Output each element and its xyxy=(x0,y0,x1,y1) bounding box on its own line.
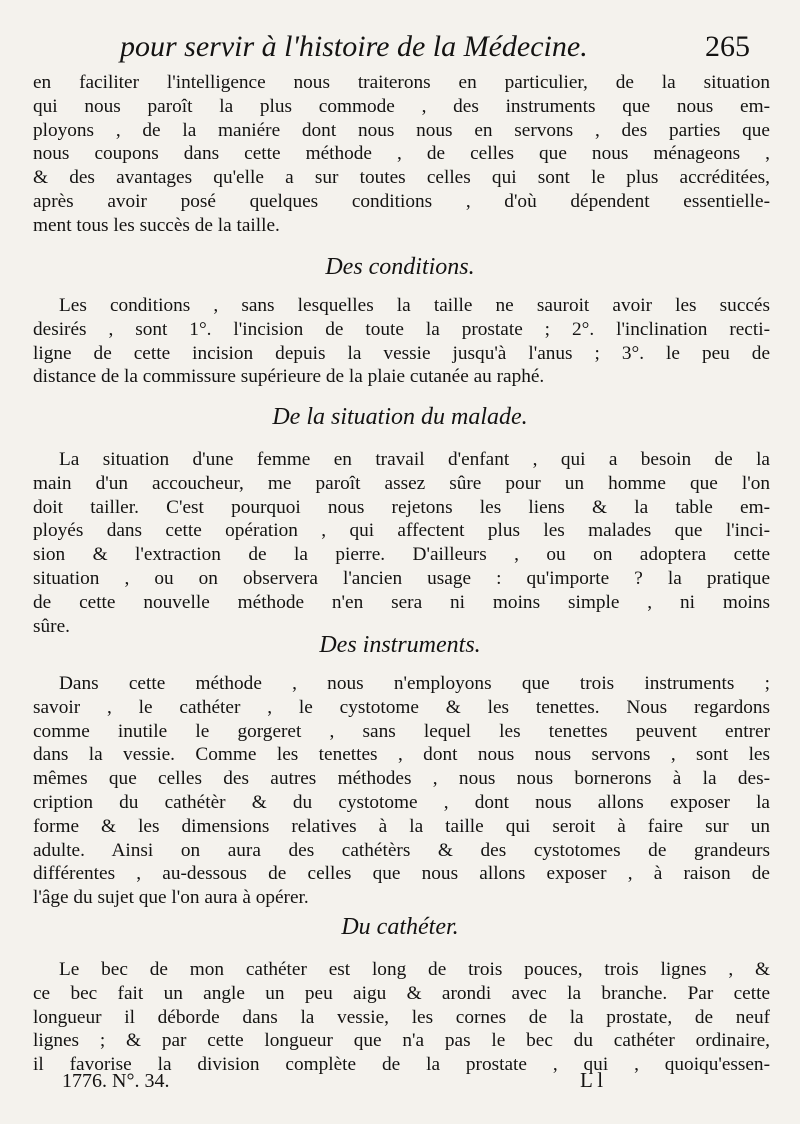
text-line: adulte. Ainsi on aura des cathétèrs & des cystotomes de grandeurs xyxy=(33,839,770,861)
text-line: qui nous paroît la plus commode , des instruments que nous em- xyxy=(33,95,770,117)
text-line: forme & les dimensions relatives à la taille qui seroit à faire sur un xyxy=(33,815,770,837)
text-line: desirés , sont 1°. l'incision de toute la prostate ; 2°. l'inclination recti- xyxy=(33,318,770,340)
text-line: dans la vessie. Comme les tenettes , dont nous nous servons , sont les xyxy=(33,744,770,766)
text-line: lignes ; & par cette longueur que n'a pas le bec du cathéter ordinaire, xyxy=(33,1030,770,1052)
text-line: en faciliter l'intelligence nous traiterons en particulier, de la situation xyxy=(33,72,770,93)
text-line: mêmes que celles des autres méthodes , nous nous bornerons à la des- xyxy=(33,768,770,790)
section-heading-instruments: Des instruments. xyxy=(319,632,481,658)
section-heading-situation: De la situation du malade. xyxy=(272,404,528,430)
text-line: comme inutile le gorgeret , sans lequel les tenettes peuvent entrer xyxy=(33,720,770,742)
text-line: l'âge du sujet que l'on aura à opérer. xyxy=(33,887,309,909)
text-line: La situation d'une femme en travail d'enfant , qui a besoin de la xyxy=(59,449,770,470)
text-line: main d'un accoucheur, me paroît assez sûre pour un homme que l'on xyxy=(33,472,770,494)
paragraph-catheter xyxy=(33,958,770,1077)
paragraph-conditions xyxy=(33,294,770,389)
paragraph-intro xyxy=(33,71,770,238)
text-line: Les conditions , sans lesquelles la taille ne sauroit avoir les succés xyxy=(59,295,770,316)
text-line: distance de la commissure supérieure de la plaie cutanée au raphé. xyxy=(33,366,545,388)
text-line: Dans cette méthode , nous n'employons que trois instruments ; xyxy=(59,673,770,694)
page-number: 265 xyxy=(705,30,750,63)
sheet-mark: L l xyxy=(580,1068,604,1092)
text-line: différentes , au-dessous de celles que nous allons exposer , à raison de xyxy=(33,863,770,885)
text-line: savoir , le cathéter , le cystotome & les tenettes. Nous regardons xyxy=(33,696,770,718)
text-line: & des avantages qu'elle a sur toutes celles qui sont le plus accréditées, xyxy=(33,167,770,189)
text-line: de cette nouvelle méthode n'en sera ni moins simple , ni moins xyxy=(33,591,770,613)
running-title: pour servir à l'histoire de la Médecine. xyxy=(120,30,588,63)
text-line: longueur il déborde dans la vessie, les cornes de la prostate, de neuf xyxy=(33,1006,770,1028)
text-line: ment tous les succès de la taille. xyxy=(33,214,280,236)
text-line: ce bec fait un angle un peu aigu & arondi avec la branche. Par cette xyxy=(33,982,770,1004)
section-heading-catheter: Du cathéter. xyxy=(341,914,459,940)
text-line: nous coupons dans cette méthode , de celles que nous ménageons , xyxy=(33,143,770,165)
paragraph-situation xyxy=(33,448,770,638)
text-line: ligne de cette incision depuis la vessie jusqu'à l'anus ; 3°. le peu de xyxy=(33,342,770,364)
text-line: doit tailler. C'est pourquoi nous rejetons les liens & la table em- xyxy=(33,496,770,518)
text-line: situation , ou on observera l'ancien usage : qu'importe ? la pratique xyxy=(33,567,770,589)
text-line: il favorise la division complète de la prostate , qui , quoiqu'essen- xyxy=(33,1054,770,1076)
text-line: ployons , de la maniére dont nous nous en servons , des parties que xyxy=(33,119,770,141)
section-heading-conditions: Des conditions. xyxy=(325,254,475,280)
text-line: après avoir posé quelques conditions , d'où dépendent essentielle- xyxy=(33,190,770,212)
text-line: sûre. xyxy=(33,615,70,637)
text-line: sion & l'extraction de la pierre. D'ailleurs , ou on adoptera cette xyxy=(33,544,770,566)
text-line: Le bec de mon cathéter est long de trois pouces, trois lignes , & xyxy=(59,959,770,980)
paragraph-instruments xyxy=(33,672,770,910)
text-line: ployés dans cette opération , qui affectent plus les malades que l'inci- xyxy=(33,520,770,542)
signature-line: 1776. N°. 34. xyxy=(62,1070,170,1092)
text-line: cription du cathétèr & du cystotome , dont nous allons exposer la xyxy=(33,791,770,813)
